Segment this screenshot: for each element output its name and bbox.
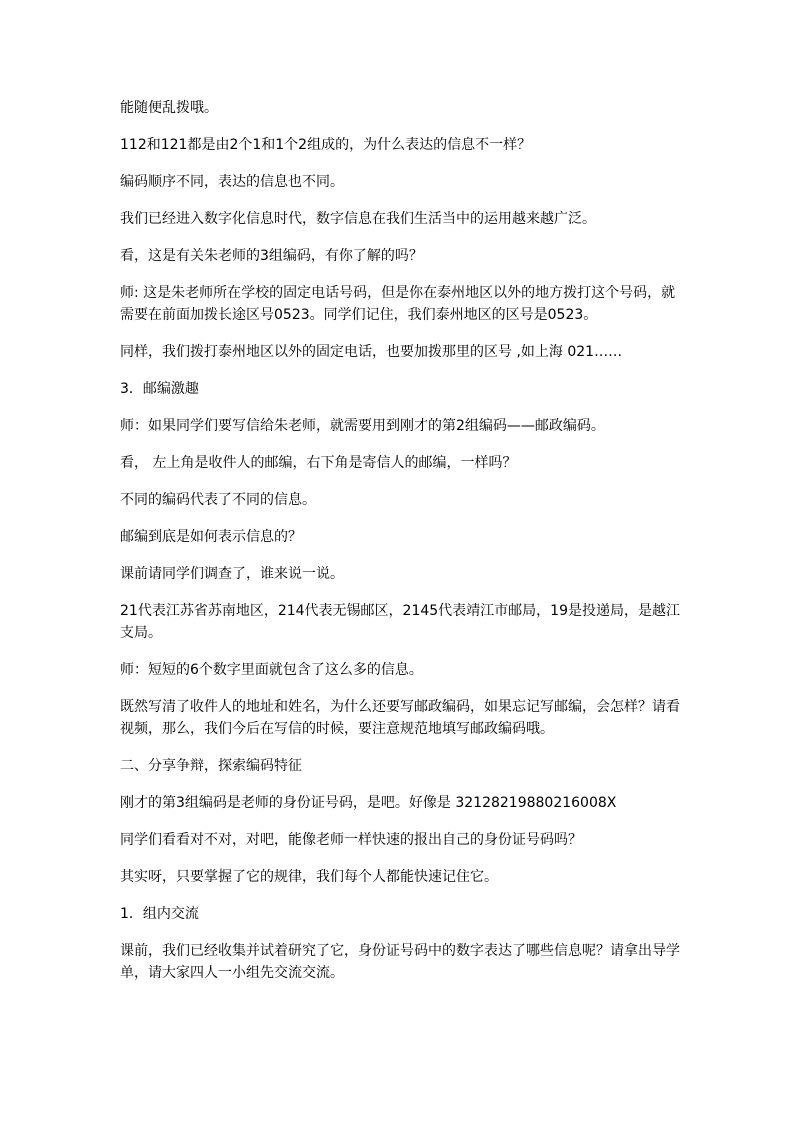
paragraph-22: 课前，我们已经收集并试着研究了它，身份证号码中的数字表达了哪些信息呢？请拿出导学单，请大家四人一小组先交流交流。	[120, 943, 680, 981]
paragraph-11: 不同的编码代表了不同的信息。	[120, 492, 316, 508]
section-heading-share: 二、分享争辩，探索编码特征	[120, 758, 302, 774]
section-heading-group: 1．组内交流	[120, 906, 199, 922]
paragraph-9: 师：如果同学们要写信给朱老师，就需要用到刚才的第2组编码——邮政编码。	[120, 418, 605, 434]
section-heading-postcode: 3．邮编激趣	[120, 381, 199, 397]
document-body	[120, 97, 680, 999]
paragraph-13: 课前请同学们调查了，谁来说一说。	[120, 566, 344, 582]
paragraph-18: 刚才的第3组编码是老师的身份证号码，是吧。好像是 32128219880216008X	[120, 795, 617, 811]
paragraph-12: 邮编到底是如何表示信息的？	[120, 529, 302, 545]
paragraph-16: 既然写清了收件人的地址和姓名，为什么还要写邮政编码，如果忘记写邮编，会怎样？请看视频，那么，我们今后在写信的时候，要注意规范地填写邮政编码哦。	[120, 699, 680, 737]
paragraph-15: 师：短短的6个数字里面就包含了这么多的信息。	[120, 662, 423, 678]
paragraph-7: 同样，我们拨打泰州地区以外的固定电话，也要加拨那里的区号 ,如上海 021……	[120, 344, 623, 360]
paragraph-10: 看， 左上角是收件人的邮编，右下角是寄信人的邮编，一样吗？	[120, 455, 517, 471]
paragraph-4: 我们已经进入数字化信息时代，数字信息在我们生活当中的运用越来越广泛。	[120, 211, 596, 227]
paragraph-20: 其实呀，只要掌握了它的规律，我们每个人都能快速记住它。	[120, 869, 498, 885]
paragraph-5: 看，这是有关朱老师的3组编码，有你了解的吗？	[120, 248, 423, 264]
paragraph-19: 同学们看看对不对，对吧，能像老师一样快速的报出自己的身份证号码吗？	[120, 832, 582, 848]
paragraph-1: 能随便乱拨哦。	[120, 100, 218, 116]
paragraph-2: 112和121都是由2个1和1个2组成的，为什么表达的信息不一样？	[120, 137, 532, 153]
paragraph-14: 21代表江苏省苏南地区，214代表无锡邮区，2145代表靖江市邮局，19是投递局，是越江支局。	[120, 603, 680, 641]
paragraph-6: 师: 这是朱老师所在学校的固定电话号码，但是你在泰州地区以外的地方拨打这个号码，就需要在前面加拨长途区号0523。同学们记住，我们泰州地区的区号是0523。	[120, 285, 676, 323]
paragraph-3: 编码顺序不同，表达的信息也不同。	[120, 174, 344, 190]
